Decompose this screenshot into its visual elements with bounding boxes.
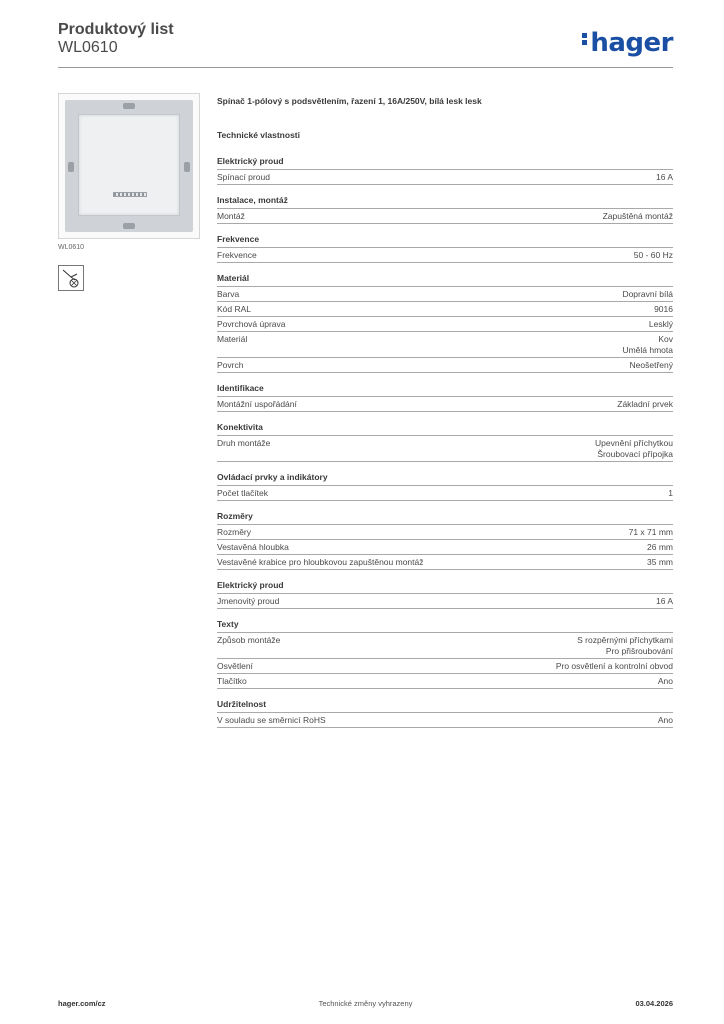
spec-sections	[217, 156, 673, 728]
technical-properties-heading: Technické vlastnosti	[217, 130, 300, 140]
logo-text: hager	[590, 28, 673, 58]
spec-row	[217, 358, 673, 373]
section-title: Udržitelnost	[217, 699, 673, 713]
mounting-claws-icon	[58, 265, 84, 291]
spec-value-line: Šroubovací přípojka	[597, 449, 673, 459]
mounting-frame	[65, 100, 193, 232]
spec-value	[656, 172, 673, 183]
spec-row	[217, 332, 673, 358]
spec-value-line: Dopravní bílá	[622, 289, 673, 299]
spec-label: Montážní uspořádání	[217, 399, 297, 409]
product-name: Spínač 1-pólový s podsvětlením, řazení 1, 16A/250V, bílá lesk lesk	[217, 96, 482, 106]
section-title: Konektivita	[217, 422, 673, 436]
product-details	[217, 96, 673, 738]
spec-section	[217, 156, 673, 185]
spec-value-line: 16 A	[655, 172, 673, 182]
hager-logo	[582, 28, 673, 58]
spec-label: Způsob montáže	[217, 635, 281, 645]
spec-value-line: 50 - 60 Hz	[633, 250, 673, 260]
spec-value-line: Neošetřený	[629, 360, 673, 370]
spec-value	[656, 596, 673, 607]
section-title: Instalace, montáž	[217, 195, 673, 209]
product-code: WL0610	[58, 39, 118, 56]
spec-value	[617, 399, 673, 410]
logo-dots-icon	[582, 31, 588, 47]
spec-value-line: Základní prvek	[617, 399, 673, 409]
footer-website[interactable]: hager.com/cz	[58, 999, 106, 1008]
spec-value-line: 16 A	[655, 596, 673, 606]
spec-row	[217, 209, 673, 224]
spec-value-line: 9016	[654, 304, 673, 314]
spec-label: Druh montáže	[217, 438, 271, 448]
spec-value	[595, 438, 673, 460]
section-title: Rozměry	[217, 511, 673, 525]
spec-section	[217, 511, 673, 570]
spec-label: Frekvence	[217, 250, 257, 260]
footer-date: 03.04.2026	[635, 999, 673, 1008]
section-title: Materiál	[217, 273, 673, 287]
spec-label: Jmenovitý proud	[217, 596, 280, 606]
header-divider	[58, 67, 673, 68]
spec-row	[217, 170, 673, 185]
spec-row	[217, 633, 673, 659]
spec-label: Vestavěné krabice pro hloubkovou zapuštěnou montáž	[217, 557, 424, 567]
switch-rocker	[78, 114, 180, 216]
spec-value	[622, 289, 673, 300]
spec-row	[217, 317, 673, 332]
spec-row	[217, 302, 673, 317]
spec-value	[630, 360, 673, 371]
spec-label: Materiál	[217, 334, 248, 344]
spec-value-line: Pro přišroubování	[605, 646, 673, 656]
spec-row	[217, 287, 673, 302]
spec-value-line: Zapuštěná montáž	[602, 211, 673, 221]
spec-row	[217, 486, 673, 501]
spec-label: V souladu se směrnicí RoHS	[217, 715, 326, 725]
spec-value	[556, 661, 673, 672]
spec-section	[217, 422, 673, 462]
spec-row	[217, 659, 673, 674]
spec-value-line: 71 x 71 mm	[628, 527, 673, 537]
spec-label: Osvětlení	[217, 661, 253, 671]
spec-section	[217, 195, 673, 224]
spec-label: Povrchová úprava	[217, 319, 286, 329]
spec-value	[649, 319, 673, 330]
spec-value-line: Kov	[658, 334, 673, 344]
spec-section	[217, 619, 673, 689]
spec-value-line: Lesklý	[648, 319, 673, 329]
spec-value	[658, 676, 673, 687]
spec-label: Povrch	[217, 360, 244, 370]
image-caption: WL0610	[58, 244, 85, 251]
spec-row	[217, 397, 673, 412]
spec-value-line: 26 mm	[647, 542, 673, 552]
section-title: Frekvence	[217, 234, 673, 248]
spec-value	[577, 635, 673, 657]
section-title: Identifikace	[217, 383, 673, 397]
section-title: Elektrický proud	[217, 580, 673, 594]
spec-row	[217, 436, 673, 462]
spec-label: Montáž	[217, 211, 245, 221]
section-title: Texty	[217, 619, 673, 633]
spec-value-line: Upevnění příchytkou	[595, 438, 673, 448]
footer-notice: Technické změny vyhrazeny	[318, 999, 413, 1008]
indicator-light-icon	[113, 192, 147, 197]
section-title: Ovládací prvky a indikátory	[217, 472, 673, 486]
spec-value-line: 35 mm	[647, 557, 673, 567]
spec-section	[217, 580, 673, 609]
spec-value-line: 1	[668, 488, 673, 498]
section-title: Elektrický proud	[217, 156, 673, 170]
spec-row	[217, 248, 673, 263]
spec-value	[647, 542, 673, 553]
spec-label: Vestavěná hloubka	[217, 542, 289, 552]
spec-label: Rozměry	[217, 527, 252, 537]
spec-section	[217, 699, 673, 728]
spec-value	[658, 715, 673, 726]
spec-section	[217, 273, 673, 373]
spec-value-line: Ano	[657, 676, 673, 686]
spec-value	[654, 304, 673, 315]
spec-section	[217, 472, 673, 501]
spec-value	[629, 527, 673, 538]
spec-row	[217, 594, 673, 609]
spec-label: Barva	[217, 289, 240, 299]
spec-value	[622, 334, 673, 356]
spec-row	[217, 555, 673, 570]
spec-label: Kód RAL	[217, 304, 252, 314]
page-header	[58, 20, 673, 66]
spec-label: Spínací proud	[217, 172, 270, 182]
spec-row	[217, 540, 673, 555]
spec-row	[217, 674, 673, 689]
spec-value-line: Ano	[657, 715, 673, 725]
spec-label: Počet tlačítek	[217, 488, 269, 498]
spec-value	[647, 557, 673, 568]
spec-row	[217, 713, 673, 728]
spec-value	[603, 211, 673, 222]
page-title: Produktový list	[58, 21, 174, 38]
spec-value-line: Pro osvětlení a kontrolní obvod	[555, 661, 673, 671]
product-image	[58, 93, 200, 239]
spec-label: Tlačítko	[217, 676, 247, 686]
spec-section	[217, 234, 673, 263]
spec-value	[634, 250, 673, 261]
spec-section	[217, 383, 673, 412]
spec-value-line: S rozpěrnými příchytkami	[577, 635, 673, 645]
spec-value	[668, 488, 673, 499]
spec-row	[217, 525, 673, 540]
spec-value-line: Umělá hmota	[622, 345, 673, 355]
